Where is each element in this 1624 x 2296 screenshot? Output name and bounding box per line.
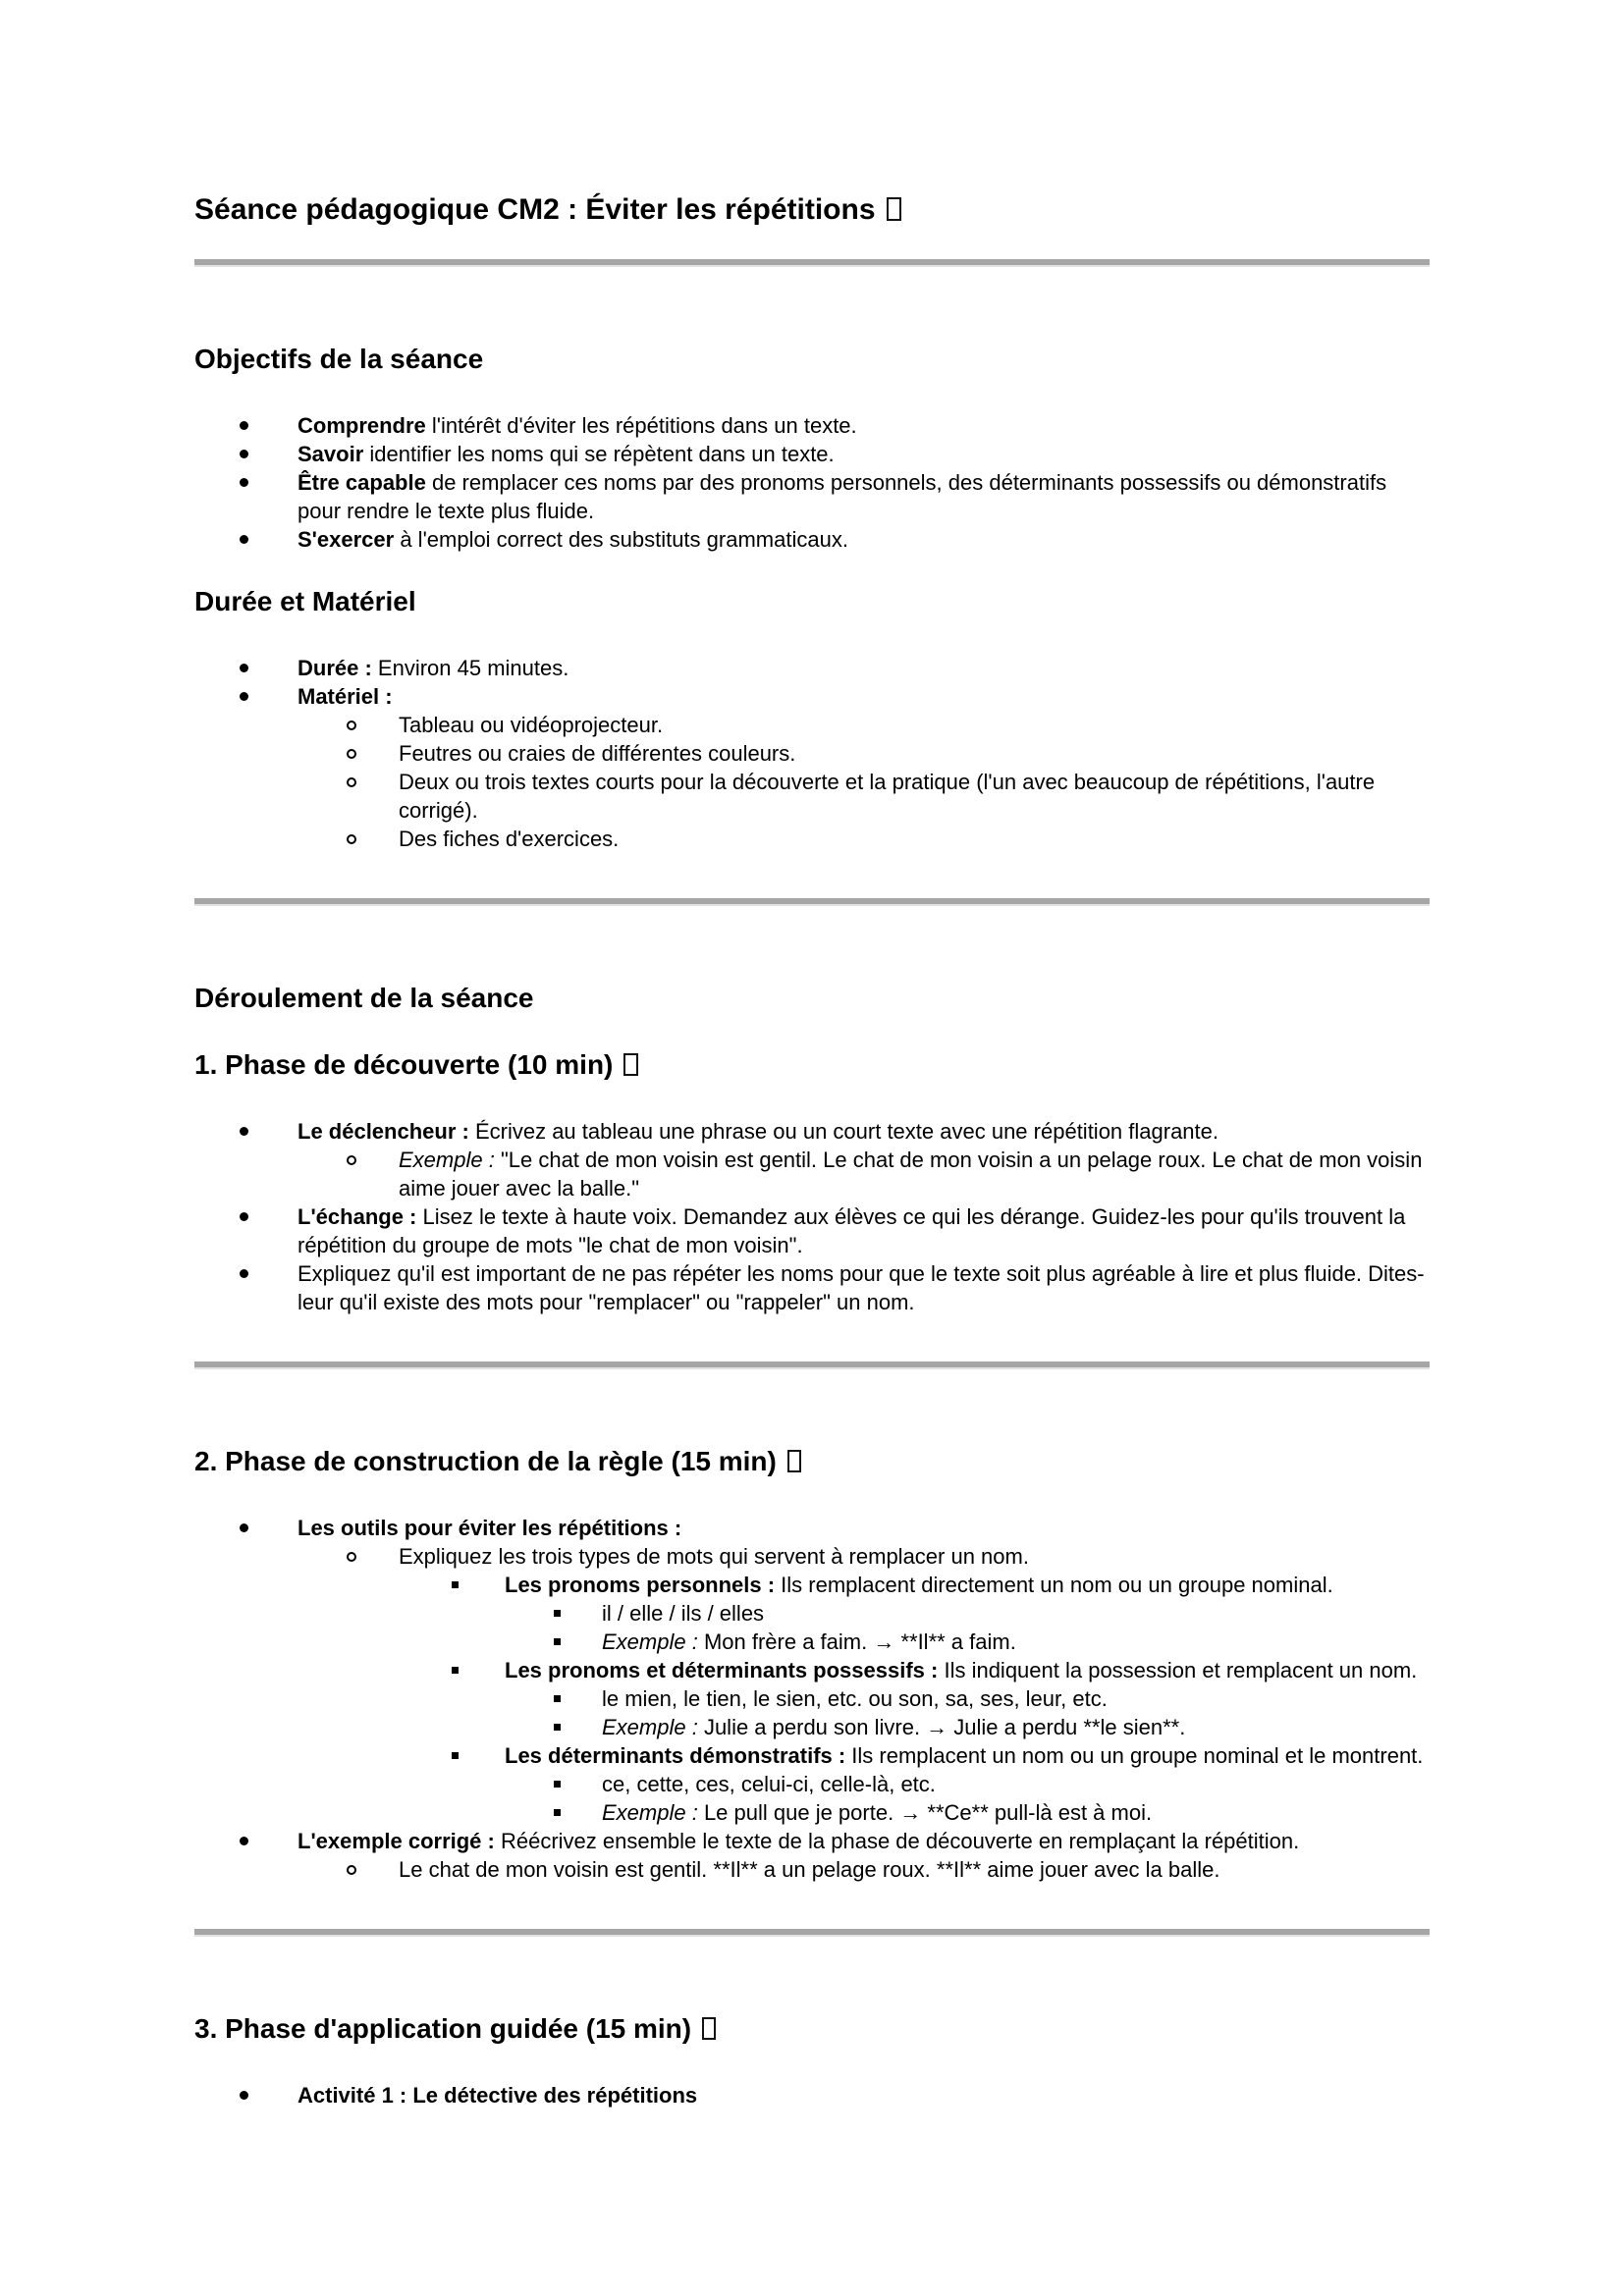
text-run: Des fiches d'exercices. xyxy=(399,827,620,851)
subsection-heading xyxy=(194,2011,1430,2046)
disc-bullet-icon xyxy=(240,664,248,672)
text-run: Durée : xyxy=(298,656,372,680)
list-item-text xyxy=(298,470,1386,523)
text-run: Écrivez au tableau une phrase ou un court texte avec une répétition flagrante. xyxy=(468,1119,1219,1144)
text-run: Les pronoms personnels : xyxy=(505,1573,776,1597)
list-item-text xyxy=(602,1800,1152,1825)
section-divider xyxy=(194,898,1430,906)
disc-bullet-icon xyxy=(240,1212,248,1221)
list-item xyxy=(194,711,1430,739)
text-run: Julie a perdu son livre. → Julie a perdu **le sien**. xyxy=(697,1715,1186,1739)
text-run: Le pull que je porte. → **Ce** pull-là est à moi. xyxy=(697,1800,1153,1825)
list-item-text xyxy=(298,1829,1299,1853)
list-item xyxy=(194,1117,1430,1146)
text-run: Être capable xyxy=(298,470,426,495)
list-item-text xyxy=(399,827,619,851)
list-item xyxy=(194,1542,1430,1571)
text-run: Feutres ou craies de différentes couleurs. xyxy=(399,741,796,766)
text-run: Matériel : xyxy=(298,684,393,709)
disc-bullet-icon xyxy=(240,535,248,544)
text-run: Exemple : xyxy=(602,1800,698,1825)
text-run: Exemple : xyxy=(602,1715,698,1739)
text-run: l'intérêt d'éviter les répétitions dans un texte. xyxy=(425,413,857,438)
list-item xyxy=(194,1146,1430,1202)
text-run: ce, cette, ces, celui-ci, celle-là, etc. xyxy=(602,1772,936,1796)
list-item-text xyxy=(298,1119,1218,1144)
list-item xyxy=(194,1202,1430,1259)
circle-bullet-icon xyxy=(347,1552,356,1562)
disc-bullet-icon xyxy=(240,1837,248,1845)
text-run: à l'emploi correct des substituts grammaticaux. xyxy=(394,527,848,552)
list-item xyxy=(194,682,1430,711)
list-item xyxy=(194,1571,1430,1599)
list-item xyxy=(194,1599,1430,1628)
subsection-heading xyxy=(194,1444,1430,1478)
square-bullet-icon xyxy=(452,1581,459,1588)
list-item xyxy=(194,1628,1430,1656)
list-item-text xyxy=(602,1601,764,1626)
list-item-text xyxy=(399,1148,1422,1201)
list-item-text xyxy=(298,527,848,552)
section-heading xyxy=(194,342,1430,376)
square-bullet-icon xyxy=(554,1695,561,1702)
subsection-heading xyxy=(194,1047,1430,1082)
list-item xyxy=(194,768,1430,825)
text-run: Les pronoms et déterminants possessifs : xyxy=(505,1658,939,1682)
list-item-text xyxy=(399,1544,1029,1569)
text-run: 1. Phase de découverte (10 min) xyxy=(194,1049,622,1080)
disc-bullet-icon xyxy=(240,2091,248,2100)
text-run: Réécrivez ensemble le texte de la phase de découverte en remplaçant la répétition. xyxy=(494,1829,1300,1853)
section-divider xyxy=(194,1362,1430,1369)
text-run: Les déterminants démonstratifs : xyxy=(505,1743,846,1768)
list-item-text xyxy=(298,1516,681,1540)
text-run: L'échange : xyxy=(298,1204,417,1229)
list-item-text xyxy=(298,684,393,709)
text-run: Savoir xyxy=(298,442,364,466)
list-item-text xyxy=(602,1772,936,1796)
text-run: Séance pédagogique CM2 : Éviter les répétitions xyxy=(194,193,884,226)
text-run: Exemple : xyxy=(602,1629,698,1654)
square-bullet-icon xyxy=(554,1638,561,1645)
disc-bullet-icon xyxy=(240,692,248,701)
disc-bullet-icon xyxy=(240,1127,248,1136)
list-item-text xyxy=(505,1743,1423,1768)
disc-bullet-icon xyxy=(240,1523,248,1532)
text-run: 3. Phase d'application guidée (15 min) xyxy=(194,2013,699,2044)
list-item-text xyxy=(298,1204,1405,1257)
list-item-text xyxy=(298,442,835,466)
text-run: il / elle / ils / elles xyxy=(602,1601,765,1626)
section-divider xyxy=(194,259,1430,267)
text-run: Exemple : xyxy=(399,1148,495,1172)
list-item xyxy=(194,1713,1430,1741)
square-bullet-icon xyxy=(554,1809,561,1816)
list-item-text xyxy=(399,770,1375,823)
list-item-text xyxy=(298,1261,1425,1314)
list-item xyxy=(194,2081,1430,2109)
square-bullet-icon xyxy=(554,1724,561,1731)
list-item-text xyxy=(298,656,568,680)
text-run: de remplacer ces noms par des pronoms personnels, des déterminants possessifs ou démonstratifs pour rendre le texte plus fluide. xyxy=(298,470,1387,523)
list-item xyxy=(194,1741,1430,1770)
square-bullet-icon xyxy=(452,1667,459,1674)
square-bullet-icon xyxy=(554,1781,561,1788)
list-item xyxy=(194,1770,1430,1798)
text-run: "Le chat de mon voisin est gentil. Le chat de mon voisin a un pelage roux. Le chat de mon voisin aime jouer avec la balle." xyxy=(399,1148,1423,1201)
disc-bullet-icon xyxy=(240,1269,248,1278)
list-item xyxy=(194,1514,1430,1542)
text-run: 2. Phase de construction de la règle (15 min) xyxy=(194,1446,785,1476)
text-run: Ils remplacent un nom ou un groupe nominal et le montrent. xyxy=(845,1743,1424,1768)
text-run: Expliquez les trois types de mots qui servent à remplacer un nom. xyxy=(399,1544,1029,1569)
document-title xyxy=(194,193,1430,227)
list-item xyxy=(194,411,1430,440)
text-run: le mien, le tien, le sien, etc. ou son, sa, ses, leur, etc. xyxy=(602,1686,1108,1711)
section-heading xyxy=(194,981,1430,1015)
text-run: Le chat de mon voisin est gentil. **Il** a un pelage roux. **Il** aime jouer avec la balle. xyxy=(399,1857,1220,1882)
disc-bullet-icon xyxy=(240,450,248,458)
section-heading xyxy=(194,584,1430,618)
list-item-text xyxy=(399,1857,1220,1882)
text-run: Mon frère a faim. → **Il** a faim. xyxy=(697,1629,1016,1654)
text-run: Objectifs de la séance xyxy=(194,344,484,374)
list-item xyxy=(194,440,1430,468)
list-item-text xyxy=(399,713,663,737)
text-run: identifier les noms qui se répètent dans un texte. xyxy=(363,442,835,466)
text-run: Ils indiquent la possession et remplacent un nom. xyxy=(938,1658,1418,1682)
text-run: L'exemple corrigé : xyxy=(298,1829,495,1853)
square-bullet-icon xyxy=(554,1610,561,1617)
text-run: S'exercer xyxy=(298,527,395,552)
list-item xyxy=(194,1855,1430,1884)
disc-bullet-icon xyxy=(240,421,248,430)
text-run: Deux ou trois textes courts pour la découverte et la pratique (l'un avec beaucoup de répétitions, l'autre corrigé). xyxy=(399,770,1376,823)
section-divider xyxy=(194,1929,1430,1937)
text-run: Environ 45 minutes. xyxy=(371,656,569,680)
text-run: Ils remplacent directement un nom ou un groupe nominal. xyxy=(775,1573,1333,1597)
list-item-text xyxy=(602,1686,1108,1711)
list-item-text xyxy=(298,413,857,438)
text-run: Comprendre xyxy=(298,413,426,438)
circle-bullet-icon xyxy=(347,1865,356,1875)
text-run: Déroulement de la séance xyxy=(194,983,534,1013)
list-item-text xyxy=(298,2083,697,2108)
text-run: Le déclencheur : xyxy=(298,1119,469,1144)
text-run: Durée et Matériel xyxy=(194,586,416,616)
missing-glyph-box xyxy=(787,1450,802,1471)
square-bullet-icon xyxy=(452,1752,459,1759)
list-item-text xyxy=(505,1573,1333,1597)
list-item xyxy=(194,1827,1430,1855)
circle-bullet-icon xyxy=(347,834,356,844)
list-item xyxy=(194,1798,1430,1827)
text-run: Tableau ou vidéoprojecteur. xyxy=(399,713,664,737)
list-item xyxy=(194,525,1430,554)
list-item xyxy=(194,1656,1430,1684)
list-item xyxy=(194,825,1430,853)
missing-glyph-box xyxy=(623,1053,638,1075)
list-item xyxy=(194,739,1430,768)
list-item-text xyxy=(505,1658,1417,1682)
missing-glyph-box xyxy=(702,2017,717,2039)
list-item-text xyxy=(602,1629,1016,1654)
disc-bullet-icon xyxy=(240,478,248,487)
list-item xyxy=(194,1259,1430,1316)
circle-bullet-icon xyxy=(347,777,356,787)
list-item xyxy=(194,468,1430,525)
list-item-text xyxy=(399,741,795,766)
circle-bullet-icon xyxy=(347,749,356,759)
list-item xyxy=(194,654,1430,682)
text-run: Expliquez qu'il est important de ne pas répéter les noms pour que le texte soit plus agréable à lire et plus fluide. Dites-leur qu'il existe des mots pour "remplacer" ou "rappeler" un nom. xyxy=(298,1261,1425,1314)
circle-bullet-icon xyxy=(347,1155,356,1165)
list-item-text xyxy=(602,1715,1185,1739)
circle-bullet-icon xyxy=(347,721,356,730)
text-run: Activité 1 : Le détective des répétitions xyxy=(298,2083,698,2108)
text-run: Lisez le texte à haute voix. Demandez aux élèves ce qui les dérange. Guidez-les pour qu'ils trouvent la répétition du groupe de mots "le chat de mon voisin". xyxy=(298,1204,1406,1257)
list-item xyxy=(194,1684,1430,1713)
missing-glyph-box xyxy=(887,197,902,221)
text-run: Les outils pour éviter les répétitions : xyxy=(298,1516,682,1540)
